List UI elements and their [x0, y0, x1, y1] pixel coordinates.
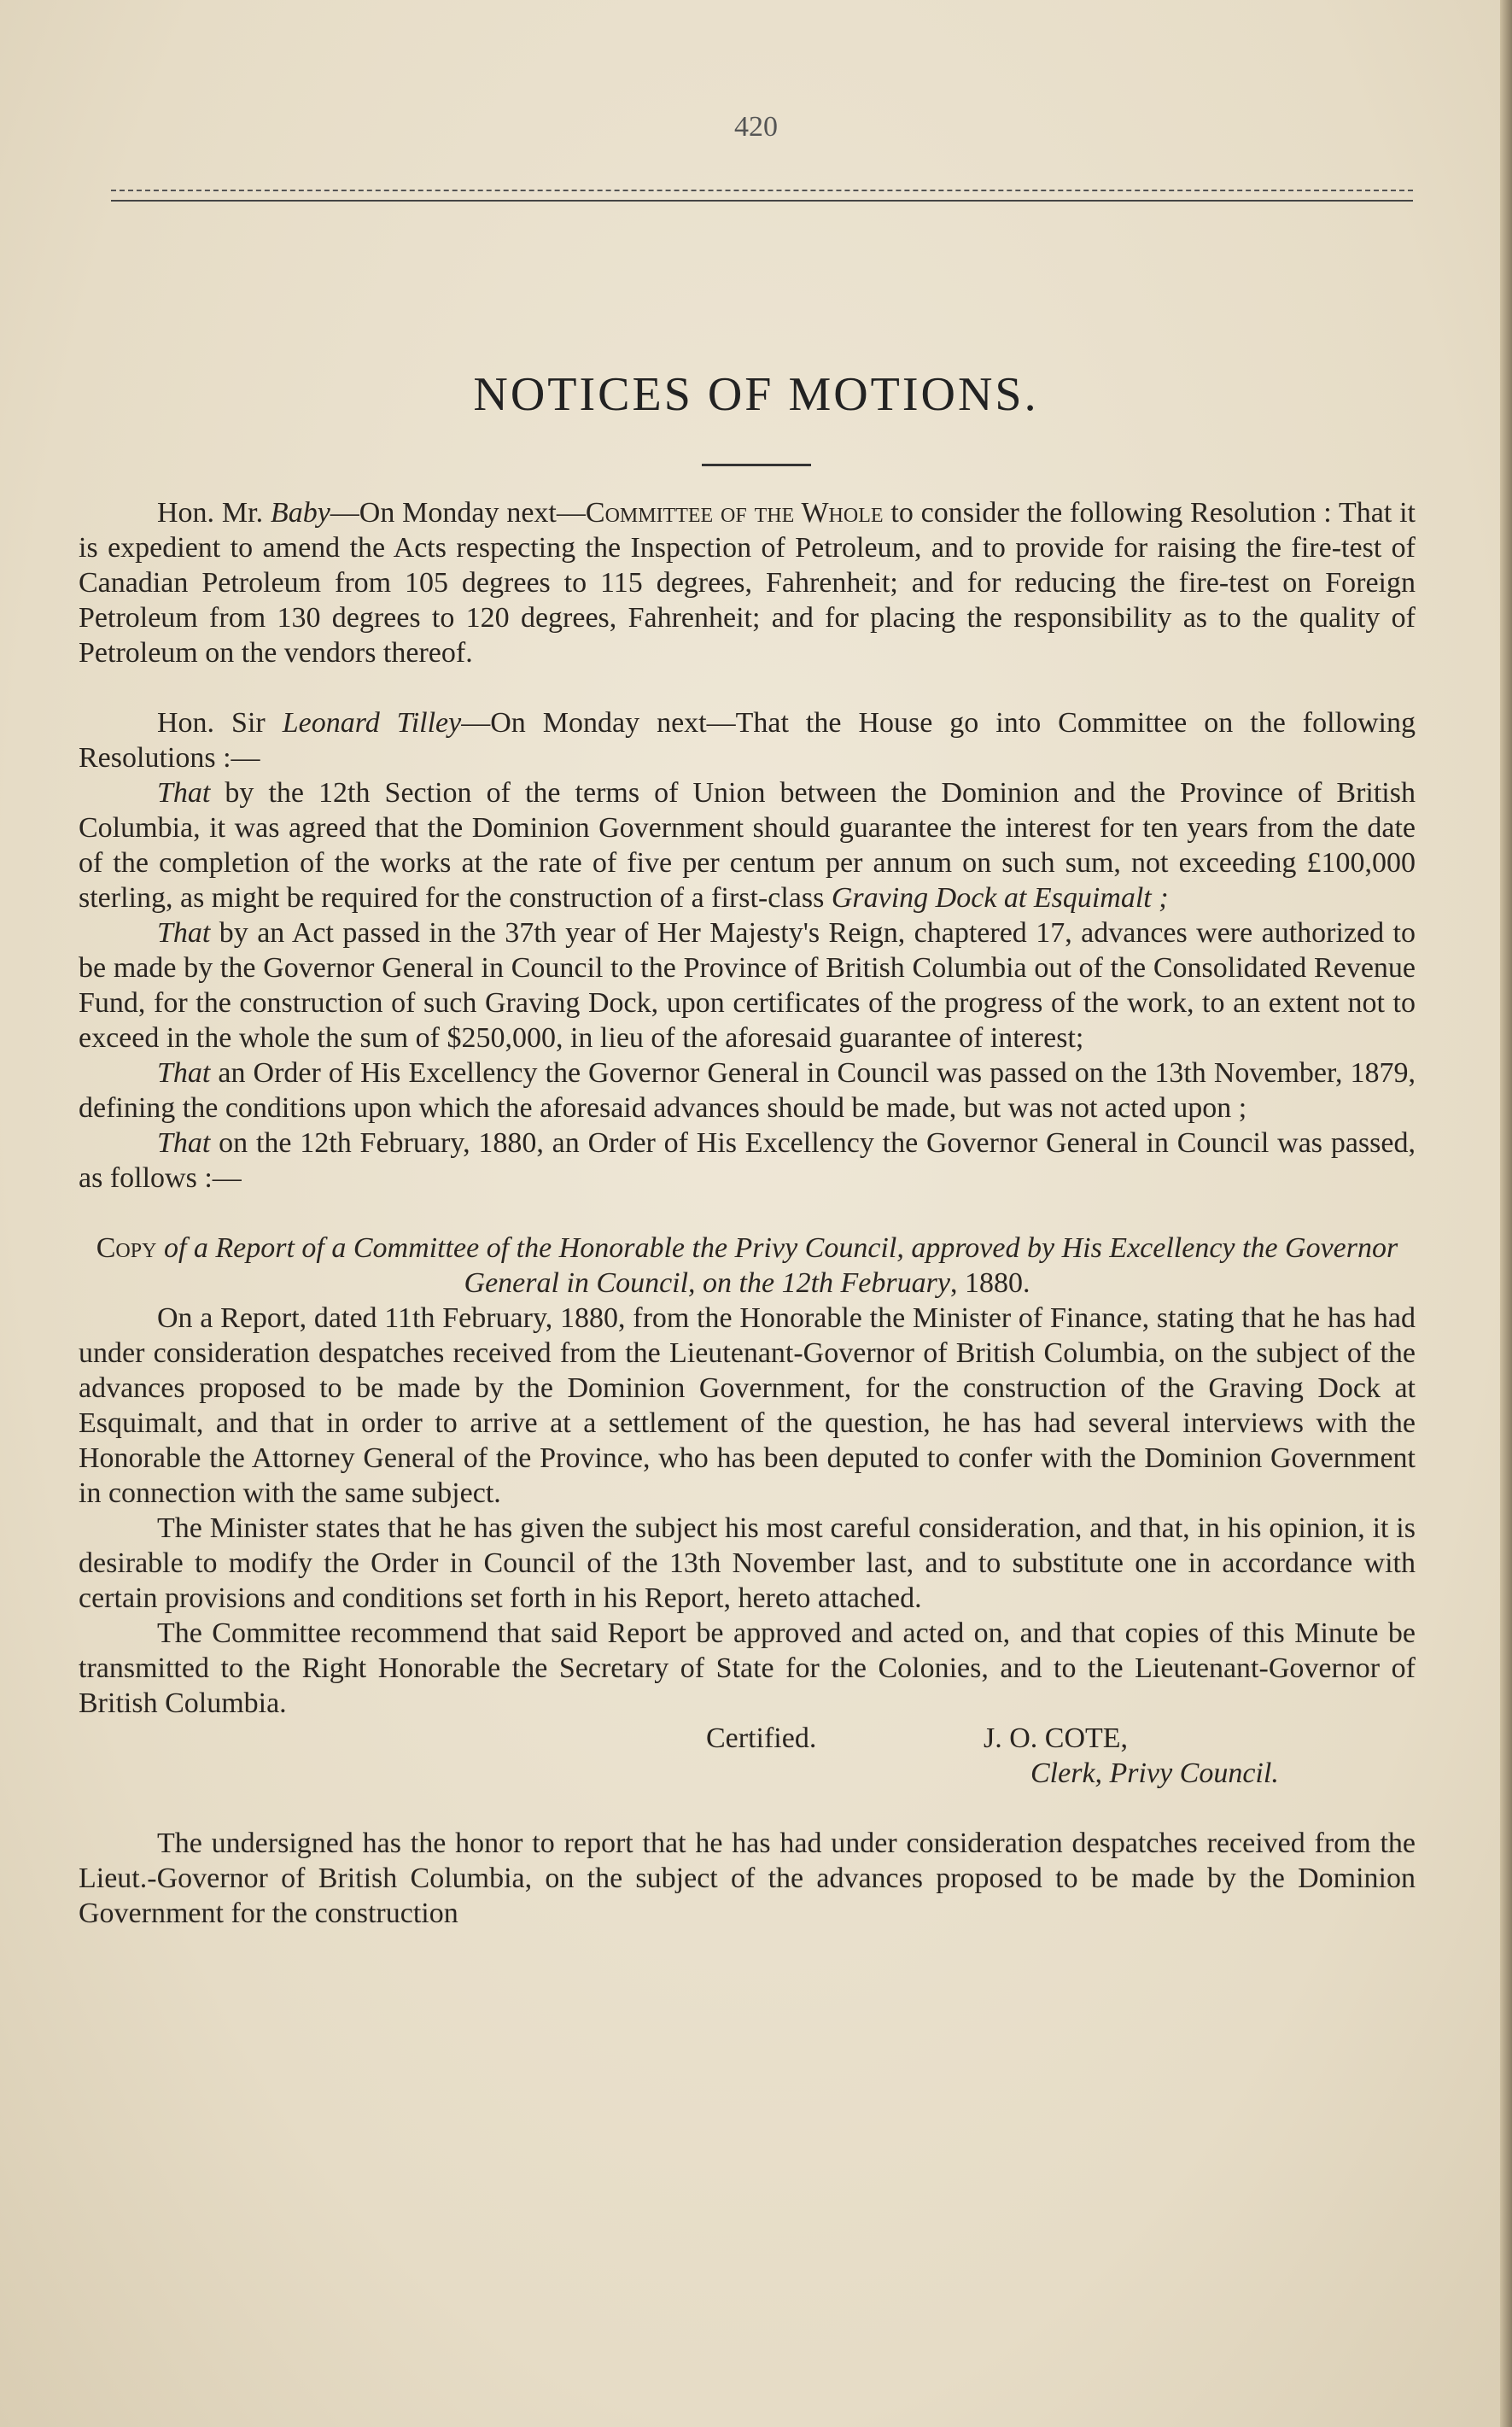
resolution-2: [79, 915, 1416, 1056]
resolution-that: That: [157, 1057, 211, 1089]
motion-dash: —On Monday next—: [330, 497, 586, 529]
motion-prefix: Hon. Sir: [157, 707, 283, 739]
report-paragraph-2: The Minister states that he has given the subject his most careful consideration, and that, in his opinion, it is desirable to modify the Order in Council of the 13th November last, and to substitute one in accordance with certain provisions and conditions set forth in his Report, hereto attached.: [79, 1512, 1416, 1614]
motion-text: to consider the following Resolution : That it is expedient to amend the Acts respecting the Inspection of Petroleum, and to provide for raising the fire-test of Canadian Petroleum from 105 degrees to 115 degrees, Fahrenheit; and for reducing the fire-test on Foreign Petroleum from 130 degrees to 120 degrees, Fahrenheit; and for placing the responsibility as to the quality of Petroleum on the vendors thereof.: [79, 497, 1416, 669]
resolution-3: [79, 1056, 1416, 1126]
resolution-text: on the 12th February, 1880, an Order of His Excellency the Governor General in Council was passed, as follows :—: [79, 1127, 1416, 1194]
signature-block: [79, 1721, 1416, 1791]
signatory-name: J. O. COTE,: [984, 1722, 1129, 1754]
title-divider: [702, 464, 811, 466]
certified-label: Certified.: [706, 1722, 817, 1754]
resolution-text: an Order of His Excellency the Governor General in Council was passed on the 13th November, 1879, defining the conditions upon which the aforesaid advances should be made, but was not acted upon ;: [79, 1057, 1416, 1124]
resolution-that: That: [157, 777, 211, 809]
page-title: NOTICES OF MOTIONS.: [473, 368, 1039, 421]
report-paragraph-1: On a Report, dated 11th February, 1880, from the Honorable the Minister of Finance, stating that he has had under consideration despatches received from the Lieutenant-Governor of British Columbia, on the subject of the advances proposed to be made by the Dominion Government, for the construction of the Graving Dock at Esquimalt, and that in order to arrive at a settlement of the question, he has had several interviews with the Honorable the Attorney General of the Province, who has been deputed to confer with the Dominion Government in connection with the same subject.: [79, 1302, 1416, 1509]
motion-tilley: [79, 705, 1416, 775]
resolution-text: by an Act passed in the 37th year of Her Majesty's Reign, chaptered 17, advances were authorized to be made by the Governor General in Council to the Province of British Columbia out of the Consolidated Revenue Fund, for the construction of such Graving Dock, upon certificates of the progress of the work, to an extent not to exceed in the whole the sum of $250,000, in lieu of the aforesaid guarantee of interest;: [79, 917, 1416, 1054]
document-body: [79, 495, 1416, 1931]
member-name: Baby: [270, 497, 330, 529]
report-title-text: of a Report of a Committee of the Honorable the Privy Council, approved by His Excellency the Governor General in Council, on the: [156, 1232, 1398, 1299]
report-paragraph-3: The Committee recommend that said Report be approved and acted on, and that copies of this Minute be transmitted to the Right Honorable the Secretary of State for the Colonies, and to the Lieutenant-Governor of British Columbia.: [79, 1617, 1416, 1719]
report-title-date: 12th February: [781, 1267, 950, 1299]
report-copy-label: Copy: [96, 1232, 157, 1264]
motion-text: —On Monday next—That the House go into Committee on the following Resolutions :—: [79, 707, 1416, 774]
motion-prefix: Hon. Mr.: [157, 497, 271, 529]
signatory-title: Clerk, Privy Council.: [1030, 1757, 1279, 1789]
page-number: 420: [734, 111, 778, 143]
resolution-text: by the 12th Section of the terms of Union between the Dominion and the Province of British Columbia, it was agreed that the Dominion Government should guarantee the interest for ten years from the date of the completion of the works at the rate of five per centum per annum on such sum, not exceeding £100,000 sterling, as might be required for the construction of a first-class: [79, 777, 1416, 914]
resolution-that: That: [157, 917, 211, 949]
report-title-year: , 1880.: [949, 1267, 1030, 1299]
page-edge-shadow: [1500, 0, 1512, 2427]
resolution-italic-tail: Graving Dock at Esquimalt ;: [831, 882, 1169, 914]
motion-baby: [79, 495, 1416, 670]
member-name: Leonard Tilley: [282, 707, 462, 739]
resolution-4: [79, 1126, 1416, 1196]
resolution-that: That: [157, 1127, 211, 1159]
final-paragraph: The undersigned has the honor to report that he has had under consideration despatches received from the Lieut.-Governor of British Columbia, on the subject of the advances proposed to be made by the Dominion Government for the construction: [79, 1828, 1416, 1929]
report-title: [79, 1231, 1416, 1301]
resolution-1: [79, 775, 1416, 915]
header-rule: [111, 190, 1413, 202]
committee-label: Committee of the Whole: [585, 497, 884, 529]
